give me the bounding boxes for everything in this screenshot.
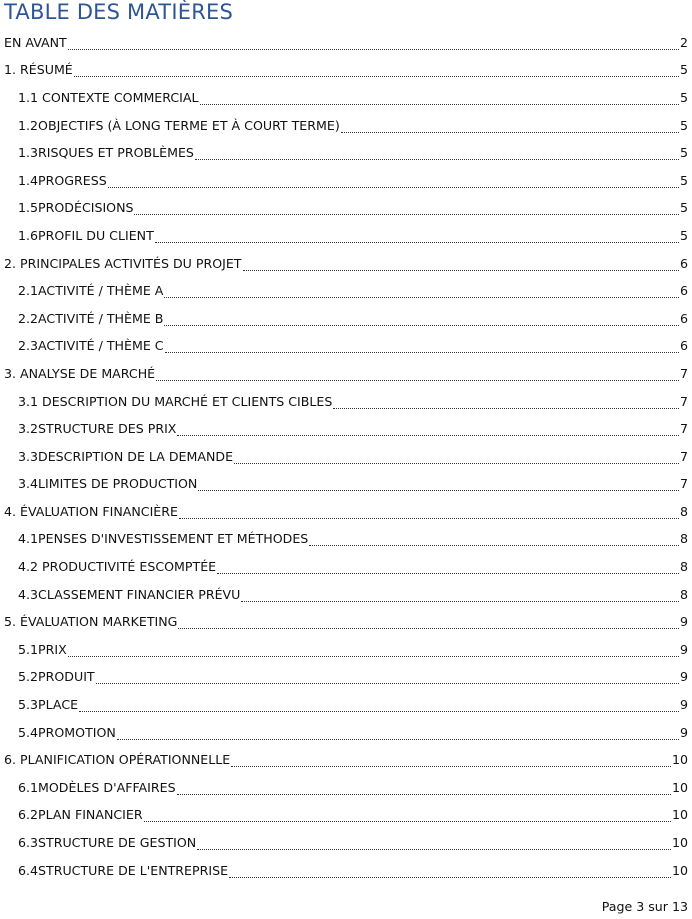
toc-entry-label: 5.3PLACE	[18, 697, 79, 713]
toc-dot-leader	[144, 812, 671, 822]
toc-entry-label: EN AVANT	[4, 34, 67, 50]
toc-entry-label: 6.4STRUCTURE DE L'ENTREPRISE	[18, 862, 229, 878]
toc-dot-leader	[179, 509, 679, 519]
toc-dot-leader	[177, 426, 679, 436]
toc-entry-page-number: 7	[679, 476, 688, 492]
toc-entry-label: 4.3CLASSEMENT FINANCIER PRÉVU	[18, 586, 241, 602]
toc-entry-section[interactable]	[0, 29, 692, 57]
toc-entry-section[interactable]	[0, 57, 692, 85]
toc-entry-subsection[interactable]	[0, 195, 692, 223]
toc-entry-page-number: 6	[679, 283, 688, 299]
toc-entry-page-number: 10	[671, 779, 688, 795]
page-number-footer: Page 3 sur 13	[601, 899, 688, 914]
toc-dot-leader	[79, 702, 679, 712]
toc-dot-leader	[341, 123, 679, 133]
toc-entry-label: 1.2OBJECTIFS (À LONG TERME ET À COURT TERME)	[18, 117, 340, 133]
toc-entry-page-number: 8	[679, 586, 688, 602]
toc-entry-subsection[interactable]	[0, 443, 692, 471]
toc-entry-page-number: 5	[679, 62, 688, 78]
toc-entry-subsection[interactable]	[0, 471, 692, 499]
toc-dot-leader	[234, 454, 679, 464]
toc-entry-label: 4.2 PRODUCTIVITÉ ESCOMPTÉE	[18, 559, 217, 575]
toc-entry-subsection[interactable]	[0, 139, 692, 167]
toc-entry-page-number: 5	[679, 145, 688, 161]
toc-entry-subsection[interactable]	[0, 388, 692, 416]
toc-entry-label: 4. ÉVALUATION FINANCIÈRE	[4, 503, 178, 519]
toc-entry-label: 3.4LIMITES DE PRODUCTION	[18, 476, 198, 492]
toc-entry-page-number: 5	[679, 200, 688, 216]
toc-dot-leader	[243, 261, 679, 271]
toc-entry-page-number: 10	[671, 862, 688, 878]
toc-entry-label: 1.4PROGRESS	[18, 172, 107, 188]
toc-entry-page-number: 8	[679, 503, 688, 519]
toc-entry-label: 2.3ACTIVITÉ / THÈME C	[18, 338, 164, 354]
toc-entry-label: 3.2STRUCTURE DES PRIX	[18, 421, 177, 437]
toc-entry-page-number: 8	[679, 559, 688, 575]
toc-dot-leader	[178, 619, 679, 629]
toc-entry-page-number: 9	[679, 614, 688, 630]
toc-entry-subsection[interactable]	[0, 222, 692, 250]
toc-dot-leader	[96, 674, 679, 684]
toc-entry-label: 6.2PLAN FINANCIER	[18, 807, 143, 823]
toc-entry-subsection[interactable]	[0, 167, 692, 195]
toc-entry-label: 3. ANALYSE DE MARCHÉ	[4, 365, 156, 381]
toc-entry-page-number: 5	[679, 117, 688, 133]
toc-entry-section[interactable]	[0, 746, 692, 774]
toc-entry-subsection[interactable]	[0, 774, 692, 802]
toc-dot-leader	[229, 868, 671, 878]
toc-dot-leader	[197, 840, 671, 850]
toc-entry-subsection[interactable]	[0, 857, 692, 885]
toc-entry-page-number: 7	[679, 365, 688, 381]
toc-entry-label: 6.1MODÈLES D'AFFAIRES	[18, 779, 176, 795]
toc-entry-page-number: 6	[679, 255, 688, 271]
toc-dot-leader	[155, 233, 679, 243]
toc-entry-page-number: 9	[679, 641, 688, 657]
toc-entry-subsection[interactable]	[0, 84, 692, 112]
toc-entry-page-number: 9	[679, 697, 688, 713]
toc-entry-subsection[interactable]	[0, 691, 692, 719]
toc-entry-page-number: 8	[679, 531, 688, 547]
toc-entry-label: 6.3STRUCTURE DE GESTION	[18, 835, 197, 851]
toc-entry-label: 3.3DESCRIPTION DE LA DEMANDE	[18, 448, 234, 464]
toc-dot-leader	[117, 730, 679, 740]
toc-entry-subsection[interactable]	[0, 636, 692, 664]
toc-entry-page-number: 7	[679, 421, 688, 437]
toc-entry-page-number: 5	[679, 172, 688, 188]
toc-entry-section[interactable]	[0, 250, 692, 278]
toc-entry-subsection[interactable]	[0, 333, 692, 361]
toc-dot-leader	[164, 316, 679, 326]
toc-entry-section[interactable]	[0, 498, 692, 526]
toc-entry-label: 2.2ACTIVITÉ / THÈME B	[18, 310, 164, 326]
toc-entry-label: 1. RÉSUMÉ	[4, 62, 73, 78]
toc-dot-leader	[68, 40, 679, 50]
toc-entry-page-number: 10	[671, 807, 688, 823]
toc-entry-page-number: 7	[679, 448, 688, 464]
toc-dot-leader	[333, 399, 679, 409]
toc-dot-leader	[195, 150, 679, 160]
toc-entry-subsection[interactable]	[0, 553, 692, 581]
toc-entry-page-number: 9	[679, 669, 688, 685]
toc-entry-label: 5.2PRODUIT	[18, 669, 95, 685]
toc-entry-page-number: 10	[671, 835, 688, 851]
toc-dot-leader	[68, 647, 679, 657]
toc-title: TABLE DES MATIÈRES	[4, 0, 233, 24]
toc-dot-leader	[165, 343, 679, 353]
toc-entry-subsection[interactable]	[0, 415, 692, 443]
toc-entry-subsection[interactable]	[0, 719, 692, 747]
toc-dot-leader	[164, 288, 679, 298]
toc-dot-leader	[198, 481, 679, 491]
toc-dot-leader	[108, 178, 679, 188]
toc-dot-leader	[177, 785, 671, 795]
toc-entry-label: 3.1 DESCRIPTION DU MARCHÉ ET CLIENTS CIBLES	[18, 393, 333, 409]
toc-dot-leader	[241, 592, 679, 602]
toc-entry-subsection[interactable]	[0, 581, 692, 609]
toc-entry-page-number: 2	[679, 34, 688, 50]
toc-entry-label: 5.4PROMOTION	[18, 724, 116, 740]
toc-entry-label: 5.1PRIX	[18, 641, 67, 657]
toc-entry-subsection[interactable]	[0, 526, 692, 554]
toc-dot-leader	[217, 564, 679, 574]
toc-entry-page-number: 5	[679, 89, 688, 105]
toc-dot-leader	[200, 95, 679, 105]
toc-entry-page-number: 6	[679, 310, 688, 326]
toc-entry-label: 4.1PENSES D'INVESTISSEMENT ET MÉTHODES	[18, 531, 309, 547]
toc-entry-subsection[interactable]	[0, 277, 692, 305]
toc-entry-subsection[interactable]	[0, 112, 692, 140]
toc-entry-section[interactable]	[0, 360, 692, 388]
toc-entry-subsection[interactable]	[0, 664, 692, 692]
toc-dot-leader	[74, 67, 679, 77]
toc-entry-label: 2.1ACTIVITÉ / THÈME A	[18, 283, 164, 299]
toc-entry-section[interactable]	[0, 608, 692, 636]
toc-entry-subsection[interactable]	[0, 829, 692, 857]
toc-dot-leader	[134, 205, 679, 215]
toc-entry-label: 1.1 CONTEXTE COMMERCIAL	[18, 89, 199, 105]
toc-entry-subsection[interactable]	[0, 305, 692, 333]
toc-entry-label: 6. PLANIFICATION OPÉRATIONNELLE	[4, 752, 231, 768]
toc-entry-page-number: 10	[671, 752, 688, 768]
toc-entry-subsection[interactable]	[0, 802, 692, 830]
toc-entry-label: 5. ÉVALUATION MARKETING	[4, 614, 178, 630]
toc-entry-page-number: 9	[679, 724, 688, 740]
toc-dot-leader	[156, 371, 679, 381]
toc-entry-label: 1.3RISQUES ET PROBLÈMES	[18, 145, 194, 161]
toc-dot-leader	[231, 757, 671, 767]
toc-entry-label: 1.6PROFIL DU CLIENT	[18, 227, 154, 243]
toc-entry-page-number: 6	[679, 338, 688, 354]
toc-entry-page-number: 7	[679, 393, 688, 409]
toc-entry-page-number: 5	[679, 227, 688, 243]
toc-entry-label: 2. PRINCIPALES ACTIVITÉS DU PROJET	[4, 255, 242, 271]
toc-list	[0, 29, 692, 884]
toc-dot-leader	[309, 536, 679, 546]
toc-entry-label: 1.5PRODÉCISIONS	[18, 200, 134, 216]
